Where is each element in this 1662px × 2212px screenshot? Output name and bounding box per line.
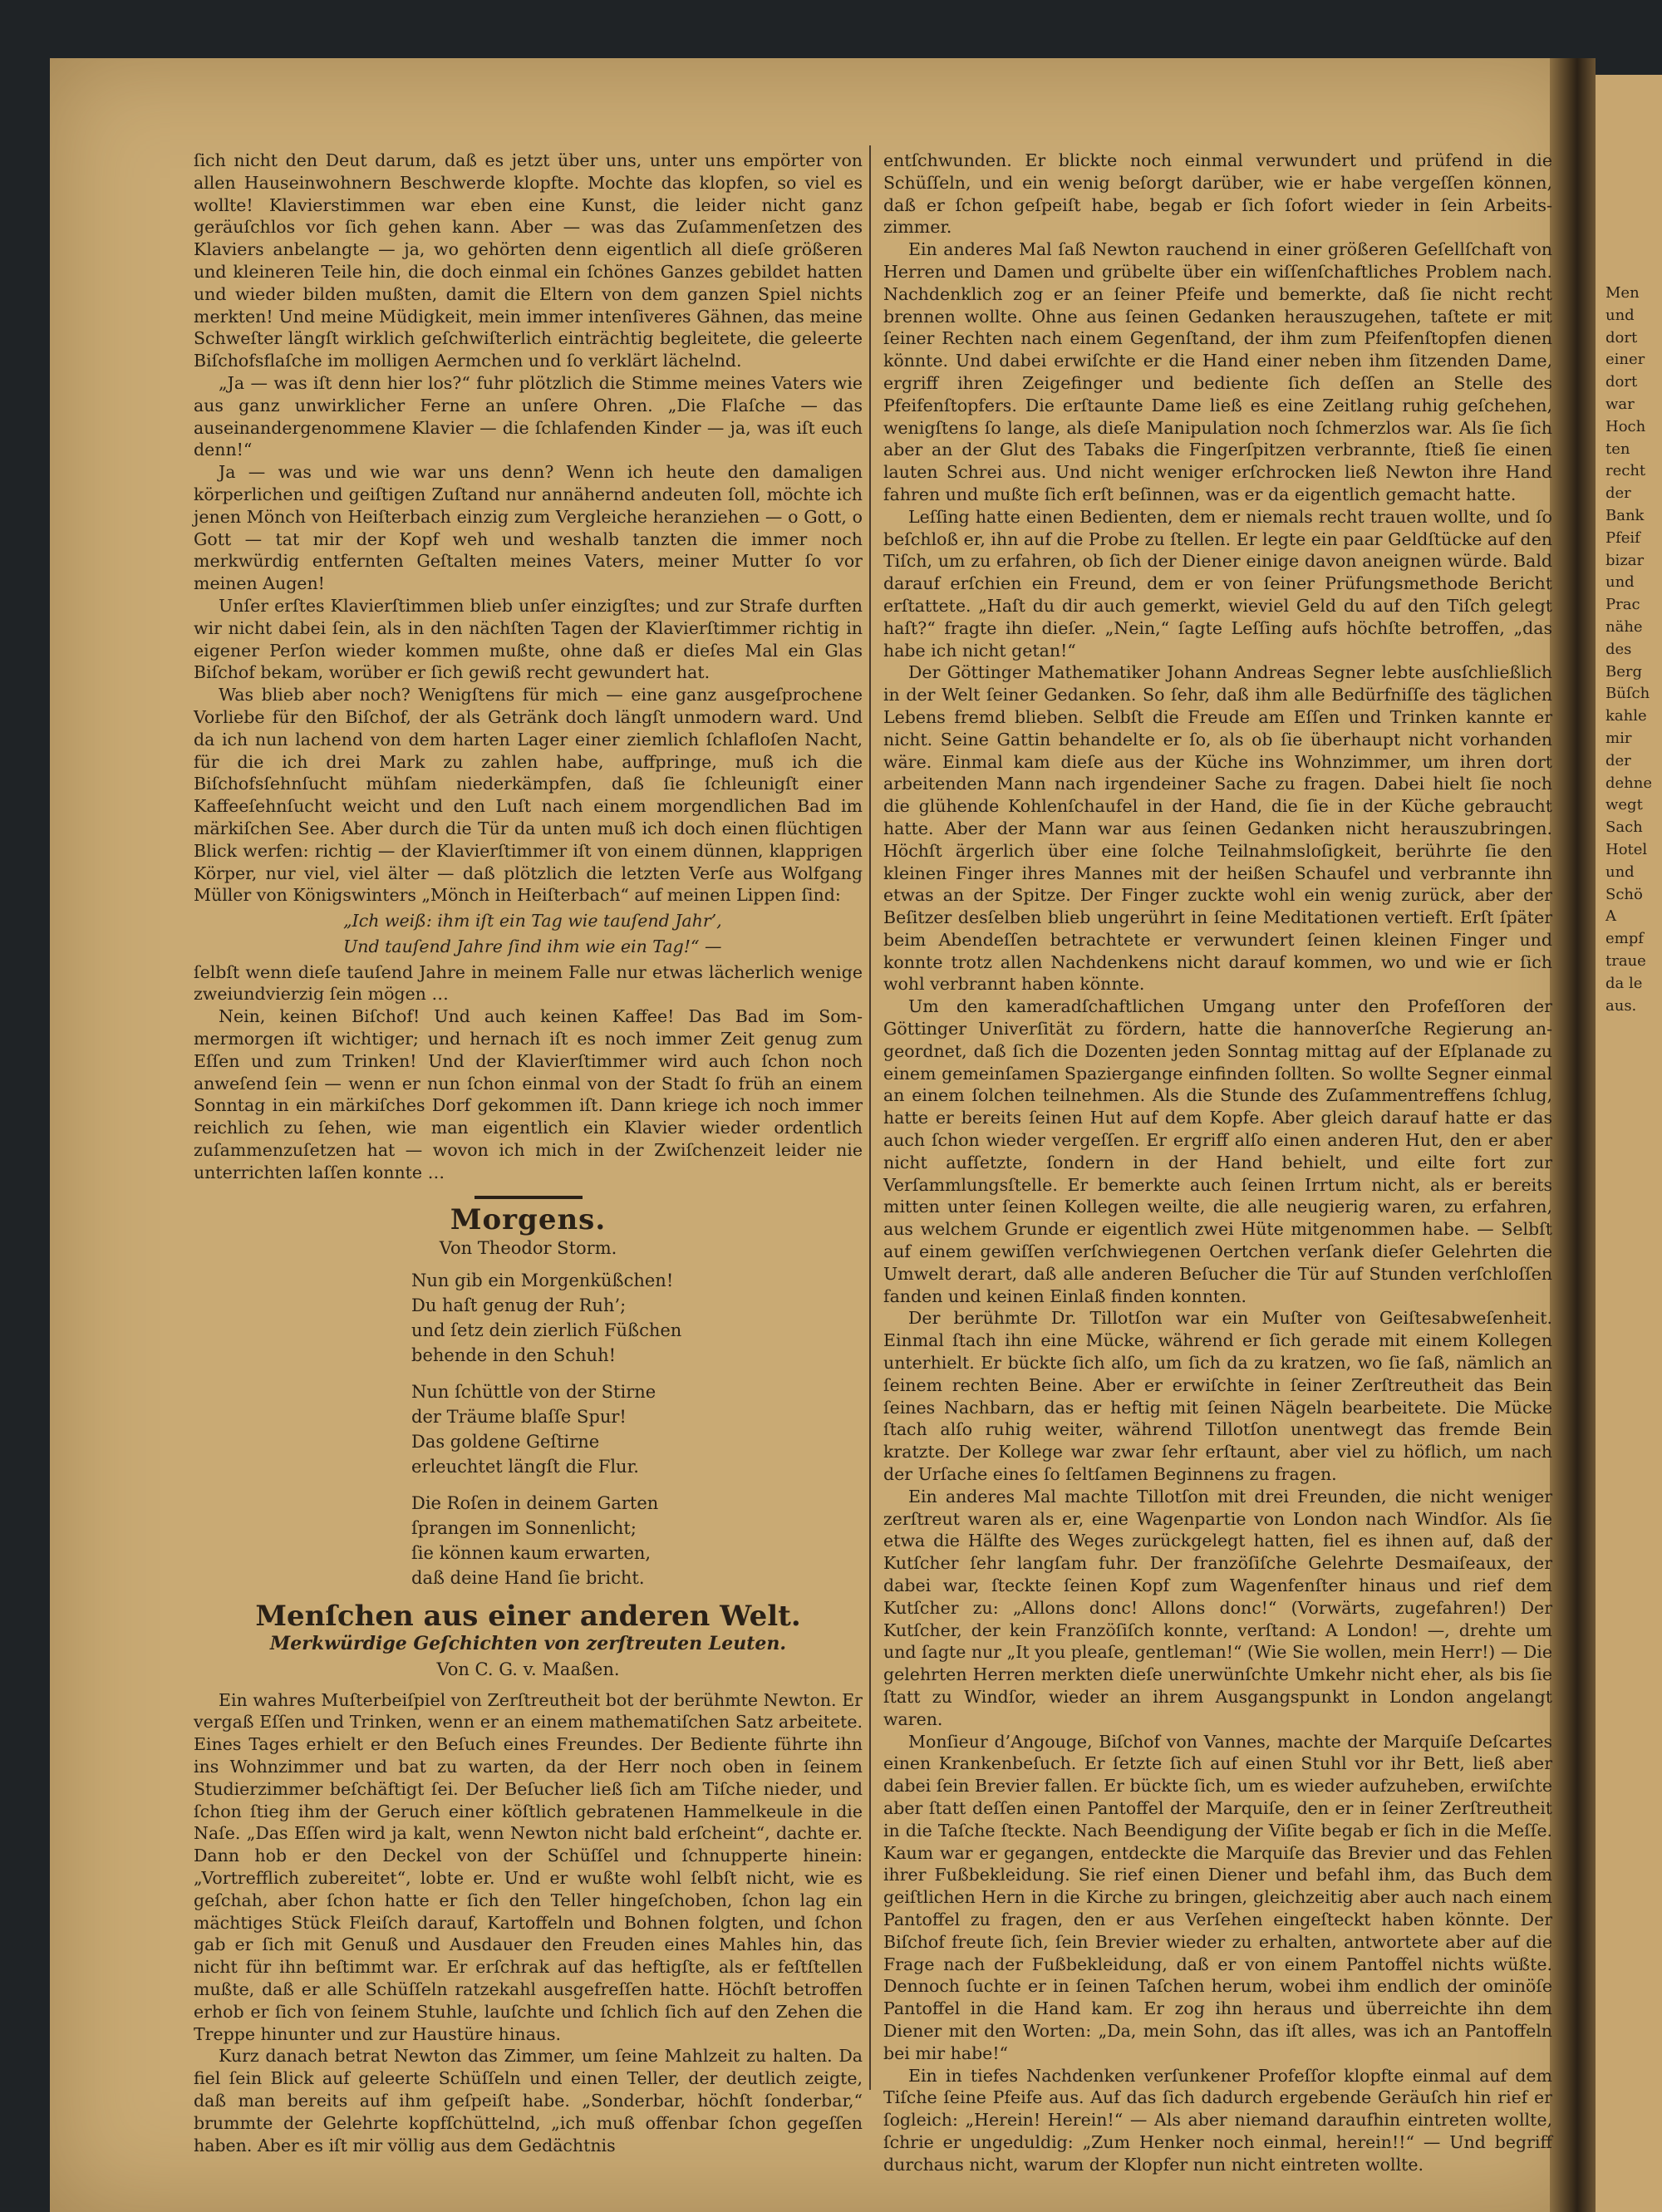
- right-column: [883, 150, 1552, 2176]
- article-paragraph: Ein anderes Mal ſaß Newton rauchend in einer größeren Geſellſchaft von Herren und Damen und grübelte über ein wiſſenſchaftliches Problem nach. Nachdenklich zog er an ſeiner Pfeife und bemerkte, daß ſie nicht recht brennen wollte. Ohne aus ſeinen Gedanken herauszugehen, taſtete er mit ſeiner Rechten nach einem Gegenſtand, der ihm zum Pfeifenſtopfen dienen könnte. Und dabei erwiſchte er die Hand einer neben ihm ſitzenden Dame, ergriff ihren Zeigefinger und bediente ſich deſſen an Stelle des Pfeifenſtopfers. Die erſtaunte Dame ließ es eine Zeitlang ruhig geſchehen, wenigſtens ſo lange, als dieſe Manipulation noch ſchmerzlos war. Als ſie ſich aber an der Glut des Tabaks die Fingerſpitzen verbrannte, ſtieß ſie einen lauten Schrei aus. Und nicht weniger erſchrocken ließ Newton ihre Hand fahren und mußte ſich erſt beſinnen, was er da eigentlich gemacht hatte.: [883, 239, 1552, 504]
- poem-title: Morgens.: [450, 1202, 607, 1236]
- article-subtitle: Merkwürdige Geſchichten von zerſtreuten Leuten.: [269, 1633, 787, 1655]
- poem-byline: Von Theodor Storm.: [439, 1238, 617, 1259]
- story-paragraph: ſelbſt wenn dieſe tauſend Jahre in meinem Falle nur etwas lächerlich wenige zweiundvierzig ſein mögen …: [194, 961, 863, 1005]
- next-page-fragments: Men und dort einer dort war Hoch ten recht der Bank Pfeif bizar und Prac nähe des Berg Büſch kahle mir der dehne wegt Sach Hotel und Schö A empf traue da le aus.: [1605, 284, 1653, 1015]
- poem-line: ſie können kaum erwarten,: [411, 1543, 652, 1564]
- poem-line: daß deine Hand ſie bricht.: [411, 1568, 645, 1589]
- article-paragraph: Ein in tiefes Nachdenken verſunkener Profeſſor klopfte einmal auf dem Tiſche ſeine Pfeife aus. Auf das ſich dadurch ergebende Geräuſch hin rief er ſogleich: „Herein! Herein!“ — Als aber niemand daraufhin eintreten wollte, ſchrie er ungeduldig: „Zum Henker noch einmal, herein!!“ — Und begriff durchaus nicht, warum der Klopfer nun nicht eintreten wollte.: [883, 2065, 1552, 2175]
- story-paragraph: ſich nicht den Deut darum, daß es jetzt über uns, unter uns empörter von allen Hauseinwohnern Beschwerde klopfte. Mochte das klopfen, so viel es wollte! Klavierstimmen war eben eine Kunst, die leider nicht ganz geräuſchlos vor ſich gehen kann. Aber — was das Zuſammenſetzen des Klaviers anbelangte — ja, wo gehörten denn eigentlich all dieſe größeren und kleineren Teile hin, die doch einmal ein ſchönes Ganzes gebildet hatten und wieder bilden mußten, damit die Eltern von dem ganzen Spiel nichts merkten! Und meine Müdigkeit, mein immer intenſiveres Gähnen, das meine Schweſter längſt wirklich geſchwiſterlich einträchtig begleitete, die geleerte Biſchofsflaſche im molligen Aermchen und ſo verklärt lächelnd.: [194, 150, 863, 371]
- poem-stanza: [411, 1491, 863, 1590]
- poem-line: behende in den Schuh!: [411, 1345, 617, 1366]
- poem-line: erleuchtet längſt die Flur.: [411, 1457, 639, 1477]
- poem-line: und ſetz dein zierlich Füßchen: [411, 1320, 682, 1341]
- poem-stanza: [411, 1379, 863, 1479]
- poem-body: [411, 1268, 863, 1590]
- article-paragraph: Monſieur d’Angouge, Biſchof von Vannes, machte der Marquiſe Deſcartes einen Krankenbeſuch. Er ſetzte ſich auf einen Stuhl vor ihr Bett, ließ aber dabei ſein Brevier fallen. Er bückte ſich, um es wieder aufzuheben, erwiſchte aber ſtatt deſſen einen Pantoffel der Marquiſe, den er in ſeiner Zerſtreutheit in die Taſche ſteckte. Nach Beendigung der Viſite begab er ſich in die Meſſe. Kaum war er gegangen, entdeckte die Marquiſe das Brevier und das Fehlen ihrer Fußbekleidung. Sie rief einen Diener und befahl ihm, das Buch dem geiſtlichen Hern in die Kirche zu bringen, gleichzeitig aber auch nach einem Pantoffel zu fragen, den er aus Verſehen eingeſteckt haben könnte. Der Biſchof freute ſich, ſein Brevier wieder zu erhalten, antwortete aber auf die Frage nach der Fußbekleidung, daß er von einem Pantoffel nichts wüßte. Dennoch ſuchte er in ſeinen Taſchen herum, wobei ihm endlich der ominöſe Pantoffel in die Hand kam. Er zog ihn heraus und überreichte ihn dem Diener mit den Worten: „Da, mein Sohn, das iſt alles, was ich an Pantoffeln bei mir habe!“: [883, 1731, 1552, 2063]
- article-paragraph: entſchwunden. Er blickte noch einmal verwundert und prüfend in die Schüſſeln, und ein wenig beſorgt darüber, wie er habe vergeſſen können, daß er ſchon geſpeiſt habe, begab er ſich ſofort wieder in ſein Arbeitszimmer.: [883, 150, 1552, 238]
- poem-stanza: [411, 1268, 863, 1368]
- story-paragraph: Was blieb aber noch? Wenigſtens für mich — eine ganz ausgeſprochene Vorliebe für den Biſchof, der als Getränk doch längſt unmodern ward. Und da ich nun lachend von dem harten Lager einer ziemlich ſchlafloſen Nacht, für die ich drei Mark zu zahlen habe, auffpringe, muß ich die Biſchofsſehnſucht mühſam niederkämpfen, daß ſie ſchleunigſt einer Kaffeeſehnſucht weicht und den Luſt nach einem morgendlichen Bad im märkiſchen See. Aber durch die Tür da unten muß ich doch einen flüchtigen Blick werfen: richtig — der Klavierſtimmer iſt von einem dünnen, klapprigen Körper, nur viel, viel älter — daß plötzlich die letzten Verſe aus Wolfgang Müller von Königswinters „Mönch in Heiſterbach“ auf meinen Lippen ſind:: [194, 685, 863, 906]
- poem-line: ſprangen im Sonnenlicht;: [411, 1518, 637, 1539]
- article-paragraph: Ein wahres Muſterbeiſpiel von Zerſtreutheit bot der berühmte Newton. Er vergaß Eſſen und Trinken, wenn er an einem mathematiſchen Satz arbeitete. Eines Tages erhielt er den Beſuch eines Freundes. Der Bediente führte ihn ins Wohnzimmer und bat zu warten, da der Herr noch oben in ſeinem Studierzimmer beſchäftigt ſei. Der Beſucher ließ ſich am Tiſche nieder, und ſchon ſtieg ihm der Geruch einer köſtlich gebratenen Hammelkeule in die Naſe. „Das Eſſen wird ja kalt, wenn Newton nicht bald erſcheint“, dachte er. Dann hob er den Deckel von der Schüſſel und ſchnupperte hinein: „Vortrefflich zubereitet“, lobte er. Und er wußte wohl ſelbſt nicht, wie es geſchah, aber ſchon hatte er ſich den Teller hingeſchoben, ſchon lag ein mächtiges Stück Fleiſch darauf, Kartoffeln und Bohnen folgten, und ſchon gab er ſich mit Genuß und Ausdauer den Freuden eines Mahles hin, das nicht für ihn beſtimmt war. Er erſchrak auf das heftigſte, als er feſtſtellen mußte, daß er alle Schüſſeln ratzekahl ausgefreſſen hatte. Höchſt betroffen erhob er ſich von ſeinem Stuhle, lauſchte und ſchlich ſich auf den Zehen die Treppe hinunter und zur Haustüre hinaus.: [194, 1689, 863, 2044]
- section-rule: [475, 1196, 583, 1199]
- book-gutter: [1550, 58, 1596, 2212]
- quoted-verse-line: Und tauſend Jahre ſind ihm wie ein Tag!“ —: [343, 936, 722, 956]
- poem-line: Die Roſen in deinem Garten: [411, 1493, 659, 1514]
- article-paragraph: Leſſing hatte einen Bedienten, dem er niemals recht trauen wollte, und ſo beſchloß er, ihn auf die Probe zu ſtellen. Er legte ein paar Geldſtücke auf den Tiſch, um zu erfahren, ob ſich der Diener einige davon aneignen würde. Bald darauf erſchien ein Freund, dem er von ſeiner Prüfungsmethode Bericht erſtattete. „Haſt du dir auch gemerkt, wieviel Geld du auf den Tiſch gelegt haſt?“ fragte ihn dieſer. „Nein,“ ſagte Leſſing aufs höchſte betroffen, „das habe ich nicht getan!“: [883, 506, 1552, 661]
- article-paragraph: Ein anderes Mal machte Tillotſon mit drei Freunden, die nicht weniger zerſtreut waren als er, eine Wagenpartie von London nach Windſor. Als ſie etwa die Hälfte des Weges zurückgelegt hatten, fiel es ihnen auf, daß der Kutſcher ſehr langſam fuhr. Der franzöſiſche Gelehrte Desmaiſeaux, der dabei war, ſteckte ſeinen Kopf zum Wagenfenſter hinaus und rief dem Kutſcher zu: „Allons donc! Allons donc!“ (Vorwärts, zugefahren!) Der Kutſcher, der kein Franzöſiſch konnte, verſtand: A London! —, drehte um und ſagte nur „It you pleaſe, gentleman!“ (Wie Sie wollen, mein Herr!) — Die gelehrten Herren merkten dieſe unerwünſchte Umkehr nicht eher, als bis ſie ſtatt zu Windſor, wieder an ihrem Ausgangspunkt in London angelangt waren.: [883, 1486, 1552, 1729]
- poem-line: Das goldene Geſtirne: [411, 1432, 600, 1453]
- story-paragraph: „Ja — was iſt denn hier los?“ fuhr plötzlich die Stimme meines Vaters wie aus ganz unwirklicher Ferne an unſere Ohren. „Die Flaſche — das auseinandergenommene Klavier — die ſchlafenden Kinder — ja, was iſt euch denn!“: [194, 372, 863, 460]
- article-byline: Von C. G. v. Maaßen.: [436, 1659, 620, 1679]
- poem-line: Nun ſchüttle von der Stirne: [411, 1382, 656, 1403]
- poem-line: Nun gib ein Morgenküßchen!: [411, 1271, 674, 1291]
- poem-line: der Träume blaſſe Spur!: [411, 1407, 627, 1428]
- article-title: Menſchen aus einer anderen Welt.: [255, 1600, 801, 1634]
- article-paragraph: Um den kameradſchaftlichen Umgang unter den Profeſſoren der Göttinger Univerſität zu fördern, hatte die hannoverſche Regierung angeordnet, daß ſich die Dozenten jeden Sonntag mittag auf der Eſplanade zu einem gemeinſamen Spaziergange einfinden ſollten. So wollte Segner einmal an einem ſolchen teilnehmen. Als die Stunde des Zuſammentreffens ſchlug, hatte er bereits ſeinen Hut auf dem Kopfe. Aber gleich darauf hatte er das auch ſchon wieder vergeſſen. Er ergriff alſo einen anderen Hut, den er aber nicht aufſetzte, ſondern in der Hand behielt, und eilte fort zur Verſammlungsſtelle. Er bemerkte auch ſeinen Irrtum nicht, als er bereits mitten unter ſeinen Kollegen weilte, die alle neugierig waren, zu erfahren, aus welchem Grunde er eigentlich zwei Hüte mitgenommen habe. — Selbſt auf einem gewiſſen verſchwiegenen Oertchen verſank dieſer Gelehrten die Umwelt derart, daß alle anderen Beſucher die Tür auf Stunden verſchloſſen fanden und keinen Einlaß finden konnten.: [883, 996, 1552, 1306]
- poem-line: Du haſt genug der Ruh’;: [411, 1295, 627, 1316]
- story-paragraph: Nein, keinen Biſchof! Und auch keinen Kaffee! Das Bad im Sommermorgen iſt wichtiger; und hernach iſt es noch immer Zeit genug zum Eſſen und zum Trinken! Und der Klavierſtimmer wird auch ſchon noch anweſend ſein — wenn er nun ſchon einmal von der Stadt ſo früh an einem Sonntag in ein märkiſches Dorf gekommen iſt. Dann kriege ich noch immer reichlich zu ſehen, wie man eigentlich ein Klavier wieder ordentlich zuſammenzuſetzen hat — wovon ich mich in der Zwiſchenzeit leider nie unterrichten laſſen konnte …: [194, 1006, 863, 1182]
- story-paragraph: Ja — was und wie war uns denn? Wenn ich heute den damaligen körperlichen und geiſtigen Zuſtand nur annähernd andeuten ſoll, möchte ich jenen Mönch von Heiſterbach einzig zum Vergleiche heranziehen — o Gott, o Gott — tat mir der Kopf weh und weshalb tanzten die immer noch merkwürdig entfernten Geſtalten meines Vaters, meiner Mutter ſo vor meinen Augen!: [194, 462, 863, 594]
- story-paragraph: Unſer erſtes Klavierſtimmen blieb unſer einzigſtes; und zur Strafe durften wir nicht dabei ſein, als in den nächſten Tagen der Klavierſtimmer richtig in eigener Perſon wieder kommen mußte, ohne daß er dieſes Mal ein Glas Biſchof bekam, worüber er ſich gewiß recht gewundert hat.: [194, 595, 863, 683]
- article-paragraph: Der berühmte Dr. Tillotſon war ein Muſter von Geiſtesabweſenheit. Einmal ſtach ihn eine Mücke, während er ſich gerade mit einem Kollegen unterhielt. Er bückte ſich alſo, um ſich da zu kratzen, wo ſie ſaß, nämlich an ſeinem rechten Beine. Aber er erwiſchte in ſeiner Zerſtreutheit das Bein ſeines Nachbarn, das er heftig mit ſeinen Nägeln bearbeitete. Die Mücke ſtach alſo ruhig weiter, während Tillotſon unentwegt das fremde Bein kratzte. Der Kollege war zwar ſehr erſtaunt, aber viel zu höflich, um nach der Urſache eines ſo ſeltſamen Beginnens zu fragen.: [883, 1308, 1552, 1485]
- next-page-edge: [1596, 75, 1662, 2212]
- left-column: [194, 150, 863, 2156]
- column-divider: [869, 145, 871, 2090]
- article-paragraph: Der Göttinger Mathematiker Johann Andreas Segner lebte ausſchließlich in der Welt ſeiner Gedanken. So ſehr, daß ihm alle Bedürfniſſe des täglichen Lebens fremd blieben. Selbſt die Freude am Eſſen und Trinken kannte er nicht. Seine Gattin behandelte er ſo, als ob ſie überhaupt nicht vorhanden wäre. Einmal kam dieſe aus der Küche ins Wohnzimmer, um ihren dort arbeitenden Mann nach irgendeiner Sache zu fragen. Dabei hielt ſie noch die glühende Kohlenſchaufel in der Hand, die ſie in der Küche gebraucht hatte. Aber der Mann war aus ſeinen Gedanken nicht herauszubringen. Höchſt ärgerlich über eine ſolche Teilnahmsloſigkeit, berührte ſie den kleinen Finger ihres Mannes mit der heißen Schaufel und verbrannte ihn etwas an der Spitze. Der Finger zuckte wohl ein wenig zurück, aber der Beſitzer desſelben blieb ungerührt in ſeine Meditationen vertieft. Erſt ſpäter beim Abendeſſen betrachtete er verwundert ſeinen kleinen Finger und konnte trotz allen Nachdenkens nicht darauf kommen, wo und wie er ſich wohl verbrannt haben könnte.: [883, 662, 1552, 995]
- quoted-verse-line: „Ich weiß: ihm iſt ein Tag wie tauſend Jahr’,: [343, 911, 722, 931]
- article-paragraph: Kurz danach betrat Newton das Zimmer, um ſeine Mahlzeit zu halten. Da fiel ſein Blick auf geleerte Schüſſeln und einen Teller, der deutlich zeigte, daß man bereits auf ihm geſpeiſt habe. „Sonderbar, höchſt ſonderbar,“ brummte der Gelehrte kopfſchüttelnd, „ich muß offenbar ſchon gegeſſen haben. Aber es iſt mir völlig aus dem Gedächtnis: [194, 2046, 863, 2155]
